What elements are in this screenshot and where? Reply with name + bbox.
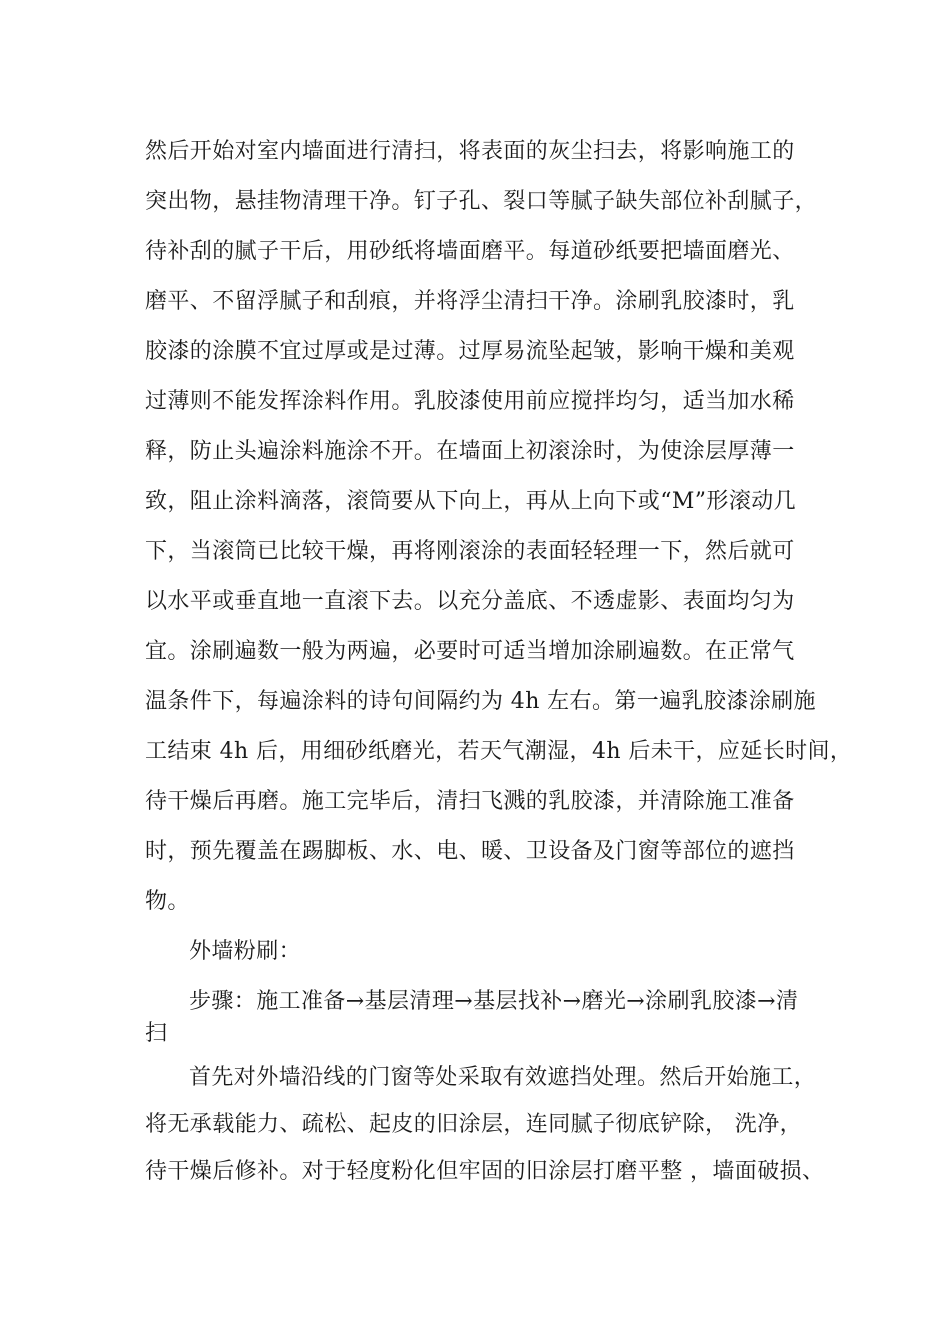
text-line: 待干燥后再磨。施工完毕后，清扫飞溅的乳胶漆，并清除施工准备 <box>145 789 795 814</box>
text-line: 物。 <box>145 889 190 914</box>
text-line: 胶漆的涂膜不宜过厚或是过薄。过厚易流坠起皱，影响干燥和美观 <box>145 339 795 364</box>
steps-text-continued: 扫 <box>145 1021 168 1046</box>
text-line: 致，阻止涂料滴落，滚筒要从下向上，再从上向下或“M”形滚动几 <box>145 489 797 514</box>
text-line: 磨平、不留浮腻子和刮痕，并将浮尘清扫干净。涂刷乳胶漆时，乳 <box>145 289 795 314</box>
text-line: 首先对外墙沿线的门窗等处采取有效遮挡处理。然后开始施工， <box>189 1065 817 1090</box>
text-line: 时，预先覆盖在踢脚板、水、电、暖、卫设备及门窗等部位的遮挡 <box>145 839 795 864</box>
text-line: 然后开始对室内墙面进行清扫，将表面的灰尘扫去，将影响施工的 <box>145 139 795 164</box>
text-line: 工结束 4h 后，用细砂纸磨光，若天气潮湿，4h 后未干，应延长时间， <box>145 739 853 764</box>
text-line: 突出物，悬挂物清理干净。钉子孔、裂口等腻子缺失部位补刮腻子， <box>145 189 818 214</box>
text-line: 温条件下，每遍涂料的诗句间隔约为 4h 左右。第一遍乳胶漆涂刷施 <box>145 689 816 714</box>
text-line: 宜。涂刷遍数一般为两遍，必要时可适当增加涂刷遍数。在正常气 <box>145 639 795 664</box>
steps-text: 步骤：施工准备→基层清理→基层找补→磨光→涂刷乳胶漆→清 <box>189 989 799 1014</box>
text-line: 下，当滚筒已比较干燥，再将刚滚涂的表面轻轻理一下，然后就可 <box>145 539 795 564</box>
text-line: 以水平或垂直地一直滚下去。以充分盖底、不透虚影、表面均匀为 <box>145 589 795 614</box>
text-line: 过薄则不能发挥涂料作用。乳胶漆使用前应搅拌均匀，适当加水稀 <box>145 389 795 414</box>
text-line: 待干燥后修补。对于轻度粉化但牢固的旧涂层打磨平整 ，墙面破损、 <box>145 1159 825 1184</box>
text-line: 将无承载能力、疏松、起皮的旧涂层，连同腻子彻底铲除， 洗净， <box>145 1112 802 1137</box>
text-line: 释，防止头遍涂料施涂不开。在墙面上初滚涂时，为使涂层厚薄一 <box>145 439 795 464</box>
section-heading: 外墙粉刷： <box>189 939 302 964</box>
text-line: 待补刮的腻子干后，用砂纸将墙面磨平。每道砂纸要把墙面磨光、 <box>145 239 795 264</box>
